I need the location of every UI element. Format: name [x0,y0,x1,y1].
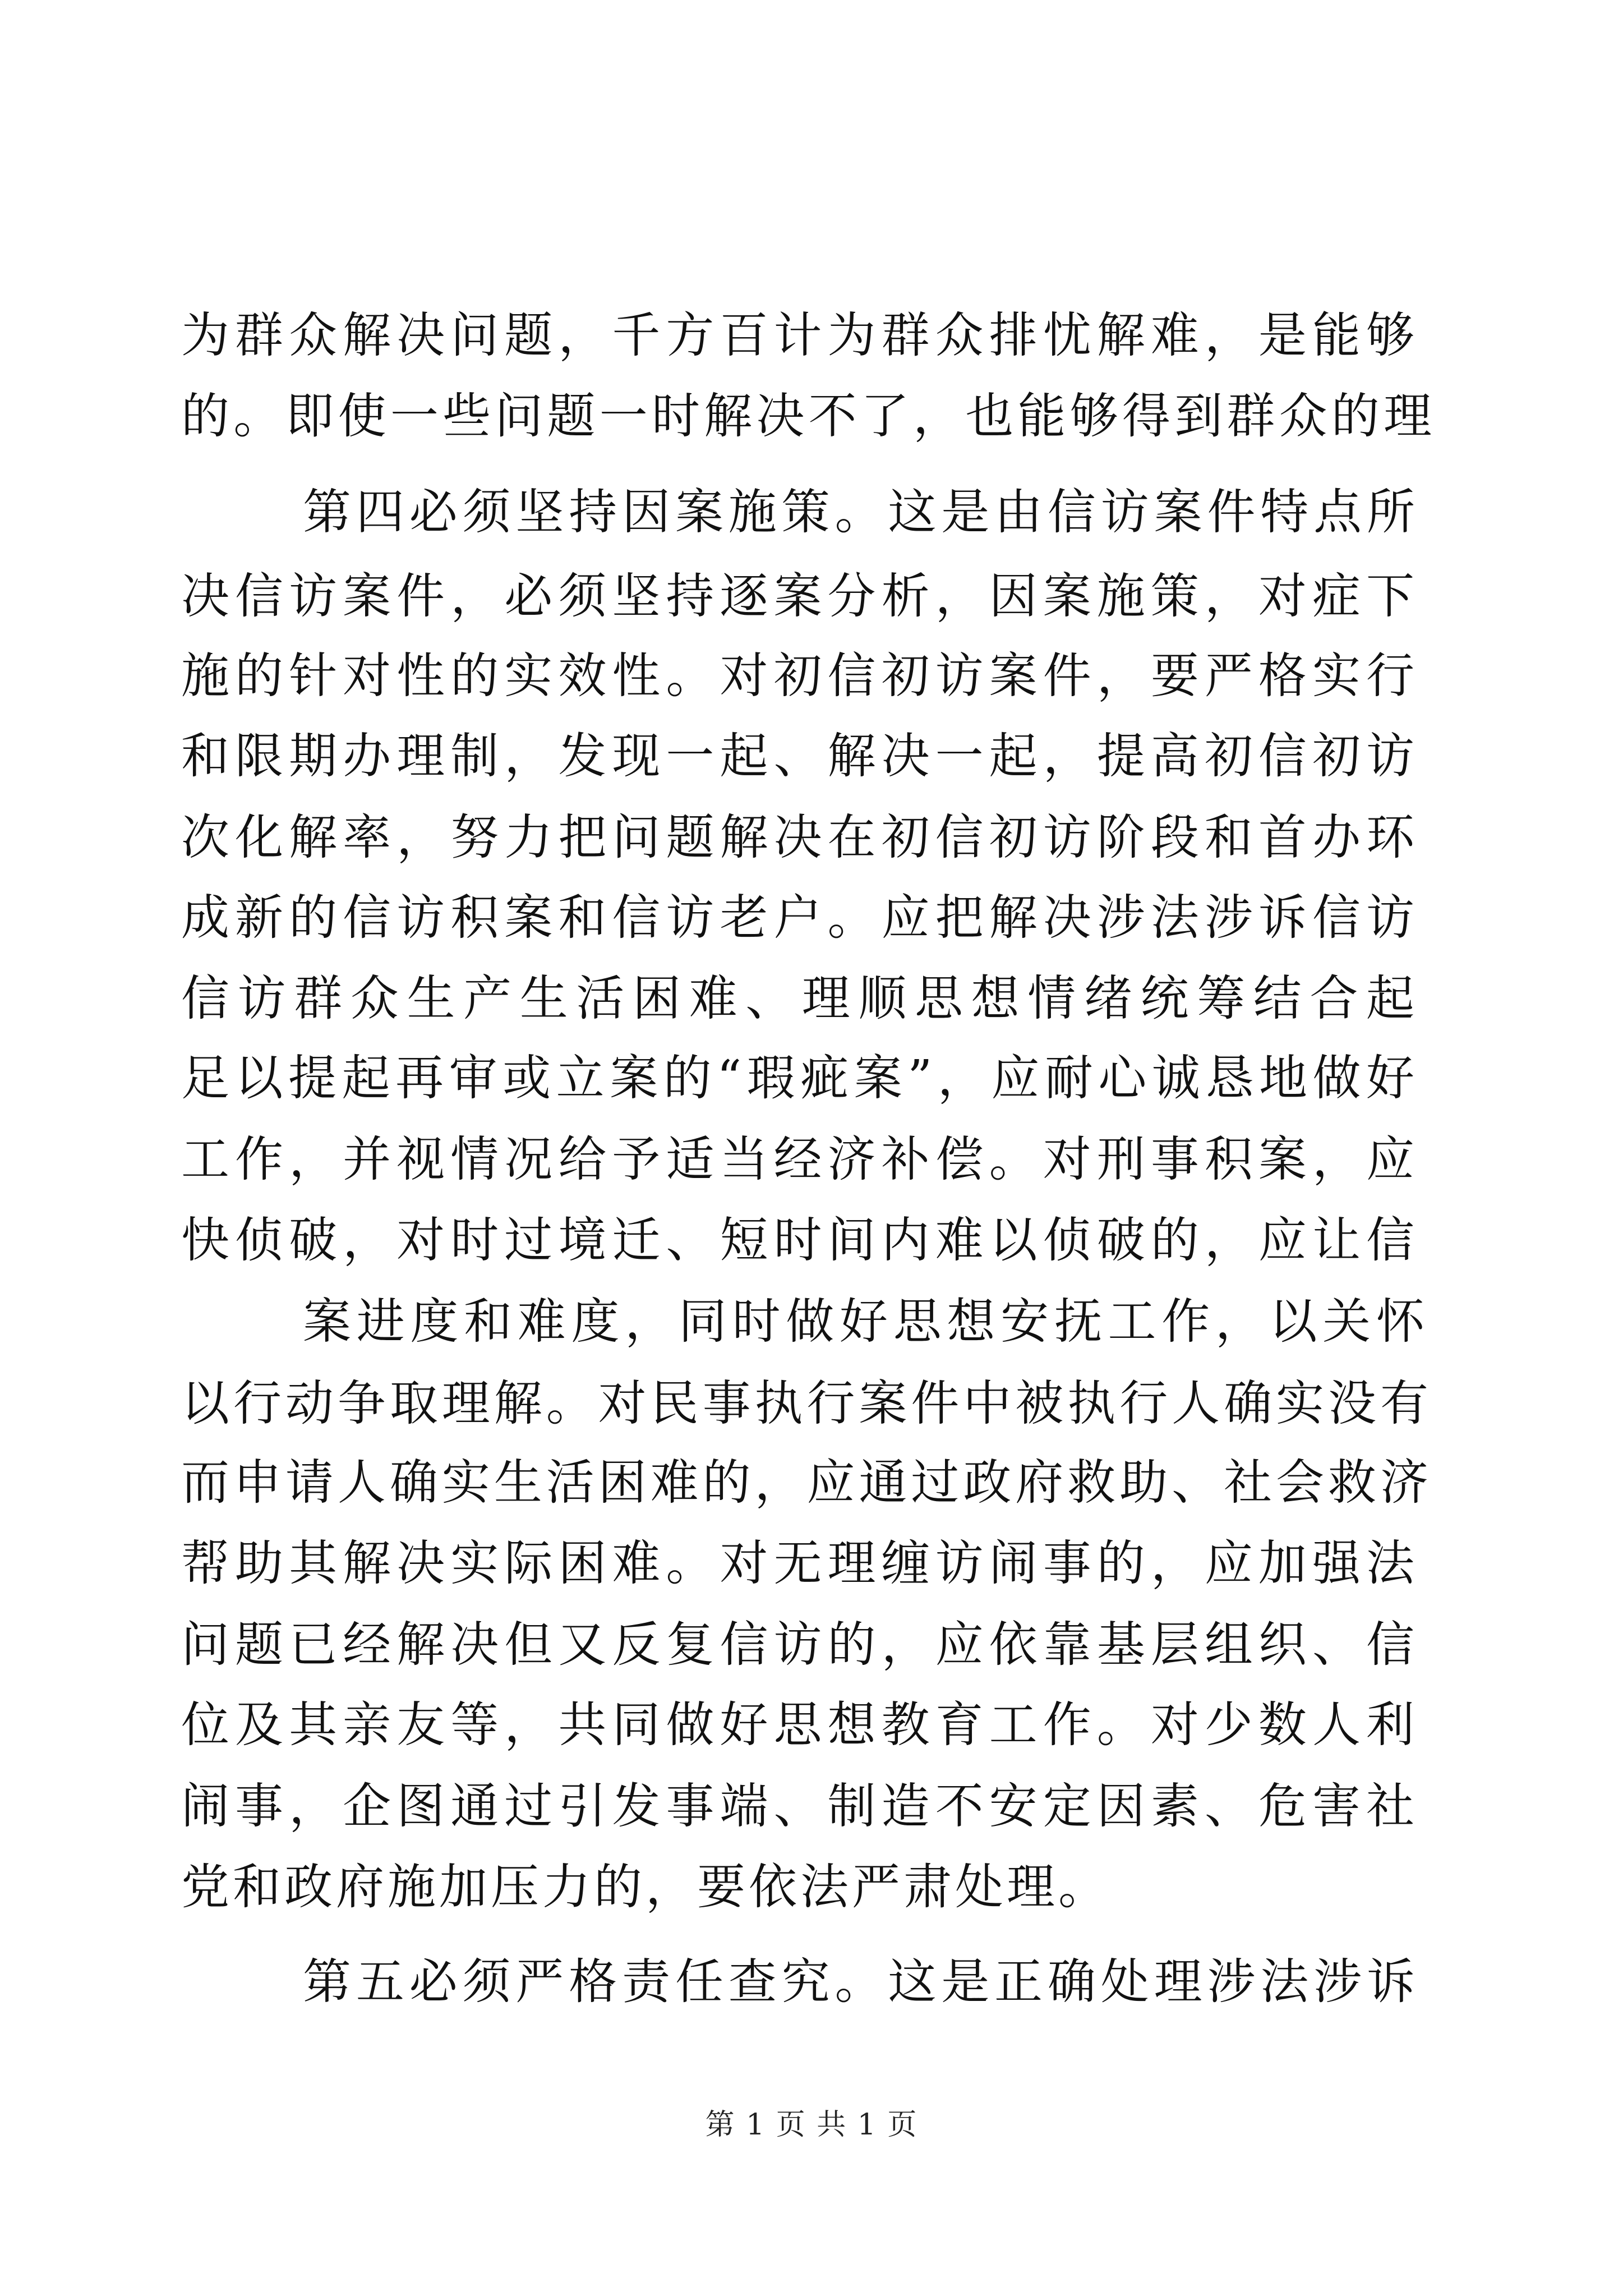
text-line: 以行动争取理解。对民事执行案件中被执行人确实没有 [181,1375,1432,1432]
text-line: 位及其亲友等，共同做好思想教育工作。对少数人利 [181,1697,1418,1753]
text-line: 快侦破，对时过境迁、短时间内难以侦破的，应让信 [181,1212,1418,1268]
paragraph-start-line: 第五必须严格责任查究。这是正确处理涉法涉诉 [303,1954,1418,2010]
page-footer: 第 1 页 共 1 页 [705,2108,918,2142]
text-line: 信访群众生产生活困难、理顺思想情绪统筹结合起 [181,970,1418,1027]
text-line: 施的针对性的实效性。对初信初访案件，要严格实行 [181,648,1418,704]
text-line: 足以提起再审或立案的“瑕疵案”，应耐心诚恳地做好 [181,1050,1418,1106]
text-line: 决信访案件，必须坚持逐案分析，因案施策，对症下 [181,568,1418,624]
text-line: 问题已经解决但又反复信访的，应依靠基层组织、信 [181,1617,1418,1673]
paragraph-start-line: 第四必须坚持因案施策。这是由信访案件特点所 [303,484,1418,540]
paragraph-end-line: 党和政府施加压力的，要依法严肃处理。 [181,1859,1110,1915]
text-line: 次化解率，努力把问题解决在初信初访阶段和首办环 [181,809,1418,866]
text-line: 工作，并视情况给予适当经济补偿。对刑事积案，应 [181,1131,1418,1188]
text-line: 闹事，企图通过引发事端、制造不安定因素、危害社 [181,1778,1418,1834]
text-line: 的。即使一些问题一时解决不了，也能够得到群众的理 [181,388,1435,444]
text-line: 帮助其解决实际困难。对无理缠访闹事的，应加强法 [181,1535,1418,1591]
paragraph-start-line: 案进度和难度，同时做好思想安抚工作，以关怀 [303,1294,1428,1350]
text-line: 为群众解决问题，千方百计为群众排忧解难，是能够 [181,307,1418,364]
text-line: 和限期办理制，发现一起、解决一起，提高初信初访 [181,728,1418,784]
text-line: 而申请人确实生活困难的，应通过政府救助、社会救济 [181,1455,1432,1511]
text-line: 成新的信访积案和信访老户。应把解决涉法涉诉信访 [181,890,1418,946]
